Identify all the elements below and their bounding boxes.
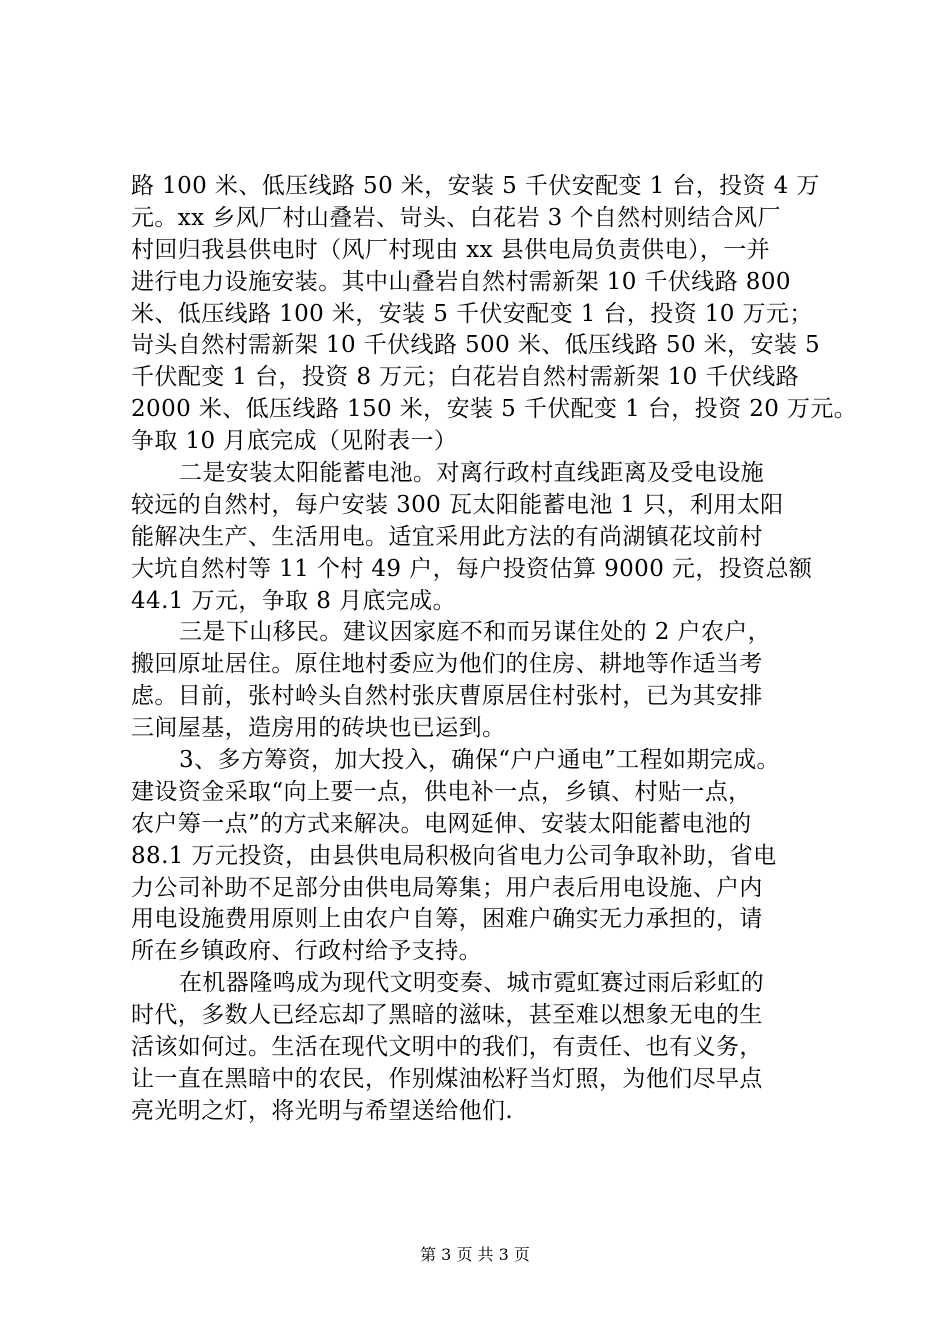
text-line: 路 100 米、低压线路 50 米，安装 5 千伏安配变 1 台，投资 4 万 — [131, 173, 820, 199]
text-line: 二是安装太阳能蓄电池。对离行政村直线距离及受电设施 — [179, 460, 764, 487]
text-line: 进行电力设施安装。其中山叠岩自然村需新架 10 千伏线路 800 — [131, 268, 791, 295]
text-line: 三间屋基，造房用的砖块也已运到。 — [131, 715, 506, 742]
text-line: 大坑自然村等 11 个村 49 户，每户投资估算 9000 元，投资总额 — [131, 555, 813, 582]
text-line: 在机器隆鸣成为现代文明变奏、城市霓虹赛过雨后彩虹的 — [179, 970, 764, 997]
text-line: 用电设施费用原则上由农户自筹，困难户确实无力承担的，请 — [131, 906, 763, 933]
text-line: 2000 米、低压线路 150 米，安装 5 千伏配变 1 台，投资 20 万元。 — [131, 396, 858, 423]
text-line: 米、低压线路 100 米，安装 5 千伏安配变 1 台，投资 10 万元； — [131, 300, 813, 327]
text-line: 所在乡镇政府、行政村给予支持。 — [131, 938, 482, 965]
page-footer: 第 3 页 共 3 页 — [420, 1245, 530, 1264]
text-line: 力公司补助不足部分由供电局筹集；用户表后用电设施、户内 — [131, 874, 763, 901]
text-line: 千伏配变 1 台，投资 8 万元；白花岩自然村需新架 10 千伏线路 — [131, 364, 799, 391]
text-line: 农户筹一点”的方式来解决。电网延伸、安装太阳能蓄电池的 — [131, 810, 752, 837]
text-line: 时代，多数人已经忘却了黑暗的滋味，甚至难以想象无电的生 — [131, 1002, 763, 1029]
text-line: 能解决生产、生活用电。适宜采用此方法的有尚湖镇花坟前村 — [131, 523, 763, 550]
text-line: 活该如何过。生活在现代文明中的我们，有责任、也有义务， — [131, 1034, 763, 1061]
text-line: 88.1 万元投资，由县供电局积极向省电力公司争取补助，省电 — [131, 842, 777, 869]
text-line: 亮光明之灯，将光明与希望送给他们. — [131, 1097, 514, 1124]
text-line: 元。xx 乡风厂村山叠岩、岢头、白花岩 3 个自然村则结合风厂 — [131, 204, 781, 231]
text-line: 较远的自然村，每户安装 300 瓦太阳能蓄电池 1 只，利用太阳 — [131, 491, 784, 518]
text-line: 让一直在黑暗中的农民，作别煤油松籽当灯照，为他们尽早点 — [131, 1065, 763, 1092]
document-body — [131, 171, 858, 1128]
text-line: 建设资金采取“向上要一点，供电补一点，乡镇、村贴一点， — [131, 778, 752, 805]
text-line: 虑。目前，张村岭头自然村张庆曹原居住村张村，已为其安排 — [131, 683, 763, 710]
text-line: 44.1 万元，争取 8 月底完成。 — [131, 587, 456, 614]
text-line: 3、多方筹资，加大投入，确保“户户通电”工程如期完成。 — [179, 747, 780, 774]
text-line: 岢头自然村需新架 10 千伏线路 500 米、低压线路 50 米，安装 5 — [131, 332, 821, 359]
text-line: 三是下山移民。建议因家庭不和而另谋住处的 2 户农户， — [179, 619, 772, 646]
text-line: 村回归我县供电时（风厂村现由 xx 县供电局负责供电），一并 — [131, 236, 771, 263]
text-line: 搬回原址居住。原住地村委应为他们的住房、耕地等作适当考 — [131, 651, 763, 678]
text-line: 争取 10 月底完成（见附表一） — [131, 428, 458, 455]
